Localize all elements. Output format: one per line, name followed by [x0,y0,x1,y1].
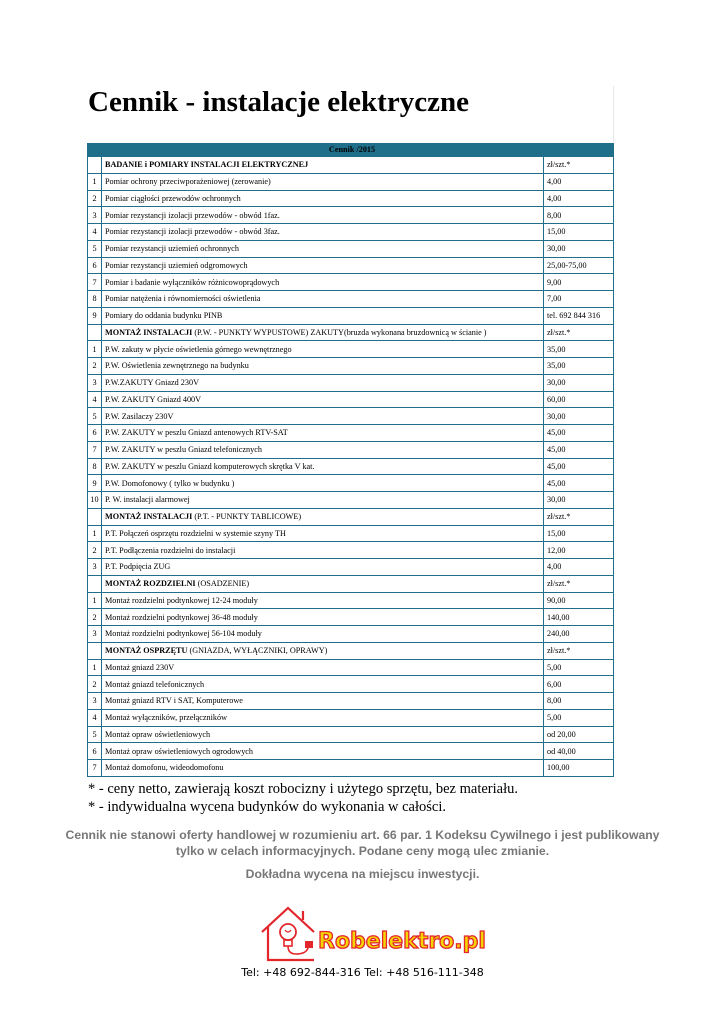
row-description: Pomiar ciągłości przewodów ochronnych [102,190,544,207]
row-description: Pomiar rezystancji uziemień ochronnych [102,240,544,257]
row-number: 2 [88,358,102,375]
row-price: 30,00 [544,492,614,509]
row-number: 5 [88,726,102,743]
note-net-prices: * - ceny netto, zawierają koszt robocizny i użytego sprzętu, bez materiału. [88,781,518,797]
row-price: 4,00 [544,173,614,190]
row-price: 6,00 [544,676,614,693]
table-row [88,542,614,559]
table-row [88,525,614,542]
row-description: Pomiar rezystancji uziemień odgromowych [102,257,544,274]
row-description: Montaż wyłączników, przełączników [102,709,544,726]
table-row [88,458,614,475]
row-price: 45,00 [544,441,614,458]
exact-quote-note: Dokładna wycena na miejscu inwestycji. [245,867,480,881]
section-title-bold: MONTAŻ OSPRZĘTU [105,646,188,656]
row-price: 5,00 [544,709,614,726]
table-row [88,408,614,425]
company-logo [258,902,486,964]
row-description: Montaż opraw oświetleniowych ogrodowych [102,743,544,760]
section-unit: zł/szt.* [544,642,614,659]
table-row [88,726,614,743]
row-price: 15,00 [544,224,614,241]
row-description: P.W.ZAKUTY Gniazd 230V [102,374,544,391]
table-row [88,475,614,492]
section-title-bold: MONTAŻ INSTALACJI [105,512,193,522]
row-price: 240,00 [544,626,614,643]
section-header-row [88,642,614,659]
row-description: P.W. Zasilaczy 230V [102,408,544,425]
row-price: 4,00 [544,559,614,576]
row-number: 3 [88,693,102,710]
table-row [88,709,614,726]
row-number: 3 [88,559,102,576]
logo-text: Robelektro.pl [318,929,486,954]
row-number: 5 [88,240,102,257]
row-description: Montaż rozdzielni podtynkowej 12-24 moduły [102,592,544,609]
table-row [88,358,614,375]
row-number: 5 [88,408,102,425]
price-table [87,143,614,777]
row-description: Pomiar ochrony przeciwporażeniowej (zerowanie) [102,173,544,190]
row-price: 60,00 [544,391,614,408]
table-header-row [88,144,614,157]
row-number: 9 [88,475,102,492]
table-row [88,609,614,626]
section-unit: zł/szt.* [544,324,614,341]
row-number: 3 [88,207,102,224]
row-number: 8 [88,291,102,308]
table-row [88,559,614,576]
row-price: 45,00 [544,425,614,442]
row-price: tel. 692 844 316 [544,307,614,324]
section-header-row [88,575,614,592]
row-number: 1 [88,525,102,542]
row-description: P.T. Podpięcia ZUG [102,559,544,576]
row-price: 35,00 [544,358,614,375]
row-price: 100,00 [544,760,614,777]
disclaimer: Cennik nie stanowi oferty handlowej w rozumieniu art. 66 par. 1 Kodeksu Cywilnego i jest publikowany tylko w celach informacyjnych. Podane ceny mogą ulec zmianie. [65,828,660,858]
section-title-bold: MONTAŻ ROZDZIELNI [105,579,196,589]
row-number: 4 [88,224,102,241]
section-title-bold: MONTAŻ INSTALACJI [105,327,193,337]
section-title-rest: (GNIAZDA, WYŁĄCZNIKI, OPRAWY) [187,646,328,656]
section-title [102,642,544,659]
note-individual-quote: * - indywidualna wycena budynków do wykonania w całości. [88,798,446,815]
table-row [88,307,614,324]
section-header-row [88,508,614,525]
section-title-rest: (OSADZENIE) [195,579,250,589]
row-price: 45,00 [544,475,614,492]
table-row [88,492,614,509]
row-price: 8,00 [544,207,614,224]
row-description: Montaż rozdzielni podtynkowej 36-48 moduły [102,609,544,626]
row-number: 3 [88,626,102,643]
row-price: 5,00 [544,659,614,676]
row-price: 35,00 [544,341,614,358]
table-row [88,743,614,760]
page-title: Cennik - instalacje elektryczne [88,86,469,118]
row-description: P.T. Podłączenia rozdzielni do instalacji [102,542,544,559]
section-unit: zł/szt.* [544,575,614,592]
row-price: 12,00 [544,542,614,559]
section-title [102,575,544,592]
section-number-cell [88,508,102,525]
table-header: Cennik /2015 [88,144,614,157]
table-row [88,760,614,777]
row-number: 6 [88,743,102,760]
section-unit: zł/szt.* [544,157,614,174]
row-description: Pomiar i badanie wyłączników różnicowoprądowych [102,274,544,291]
row-description: Montaż opraw oświetleniowych [102,726,544,743]
row-price: 140,00 [544,609,614,626]
table-row [88,291,614,308]
row-number: 7 [88,760,102,777]
section-title-bold: BADANIE i POMIARY INSTALACJI ELEKTRYCZNEJ [105,160,309,170]
row-description: Montaż rozdzielni podtynkowej 56-104 moduły [102,626,544,643]
row-price: 8,00 [544,693,614,710]
section-header-row [88,324,614,341]
row-price: od 20,00 [544,726,614,743]
section-header-row [88,157,614,174]
section-number-cell [88,324,102,341]
table-row [88,274,614,291]
notes [88,781,518,816]
row-number: 10 [88,492,102,509]
section-title-rest: (P.W. - PUNKTY WYPUSTOWE) ZAKUTY(bruzda wykonana bruzdownicą w ścianie ) [192,327,487,337]
row-description: Pomiar rezystancji izolacji przewodów - obwód 3faz. [102,224,544,241]
table-row [88,173,614,190]
row-description: P.W. ZAKUTY w peszlu Gniazd telefonicznych [102,441,544,458]
row-number: 1 [88,341,102,358]
row-price: 45,00 [544,458,614,475]
price-table-body [88,144,614,777]
row-price: 90,00 [544,592,614,609]
table-row [88,341,614,358]
row-number: 4 [88,391,102,408]
row-price: 30,00 [544,374,614,391]
row-number: 3 [88,374,102,391]
row-description: Montaż gniazd 230V [102,659,544,676]
table-row [88,659,614,676]
section-title [102,324,544,341]
row-description: P.W. zakuty w płycie oświetlenia górnego wewnętrznego [102,341,544,358]
row-number: 1 [88,659,102,676]
table-row [88,257,614,274]
row-number: 6 [88,425,102,442]
row-description: Montaż domofonu, wideodomofonu [102,760,544,777]
table-row [88,441,614,458]
section-number-cell [88,157,102,174]
table-row [88,676,614,693]
row-number: 1 [88,173,102,190]
row-number: 2 [88,609,102,626]
row-description: P.W. ZAKUTY w peszlu Gniazd komputerowych skrętka V kat. [102,458,544,475]
table-row [88,240,614,257]
row-price: 25,00-75,00 [544,257,614,274]
table-row [88,207,614,224]
table-row [88,190,614,207]
row-number: 8 [88,458,102,475]
row-price: 30,00 [544,240,614,257]
row-price: od 40,00 [544,743,614,760]
table-row [88,391,614,408]
row-description: P.W. ZAKUTY w peszlu Gniazd antenowych RTV-SAT [102,425,544,442]
section-number-cell [88,575,102,592]
section-unit: zł/szt.* [544,508,614,525]
row-number: 2 [88,542,102,559]
table-row [88,374,614,391]
row-description: P.W. Oświetlenia zewnętrznego na budynku [102,358,544,375]
row-description: P. W. instalacji alarmowej [102,492,544,509]
row-description: P.T. Połączeń osprzętu rozdzielni w systemie szyny TH [102,525,544,542]
contact-phones: Tel: +48 692-844-316 Tel: +48 516-111-348 [241,966,484,979]
table-row [88,425,614,442]
row-number: 2 [88,676,102,693]
row-price: 15,00 [544,525,614,542]
table-row [88,626,614,643]
row-description: Pomiary do oddania budynku PINB [102,307,544,324]
row-price: 4,00 [544,190,614,207]
table-row [88,592,614,609]
row-description: P.W. ZAKUTY Gniazd 400V [102,391,544,408]
table-row [88,224,614,241]
house-bulb-plug-icon [258,902,486,964]
row-description: P.W. Domofonowy ( tylko w budynku ) [102,475,544,492]
section-title [102,157,544,174]
section-title-rest: (P.T. - PUNKTY TABLICOWE) [192,512,302,522]
section-title [102,508,544,525]
section-number-cell [88,642,102,659]
row-number: 7 [88,441,102,458]
row-price: 7,00 [544,291,614,308]
row-number: 2 [88,190,102,207]
row-description: Pomiar natężenia i równomierności oświetlenia [102,291,544,308]
row-number: 4 [88,709,102,726]
row-number: 9 [88,307,102,324]
row-description: Montaż gniazd telefonicznych [102,676,544,693]
row-number: 6 [88,257,102,274]
row-description: Montaż gniazd RTV i SAT, Komputerowe [102,693,544,710]
table-row [88,693,614,710]
divider [613,86,614,142]
row-number: 7 [88,274,102,291]
row-number: 1 [88,592,102,609]
row-price: 30,00 [544,408,614,425]
row-description: Pomiar rezystancji izolacji przewodów - obwód 1faz. [102,207,544,224]
row-price: 9,00 [544,274,614,291]
